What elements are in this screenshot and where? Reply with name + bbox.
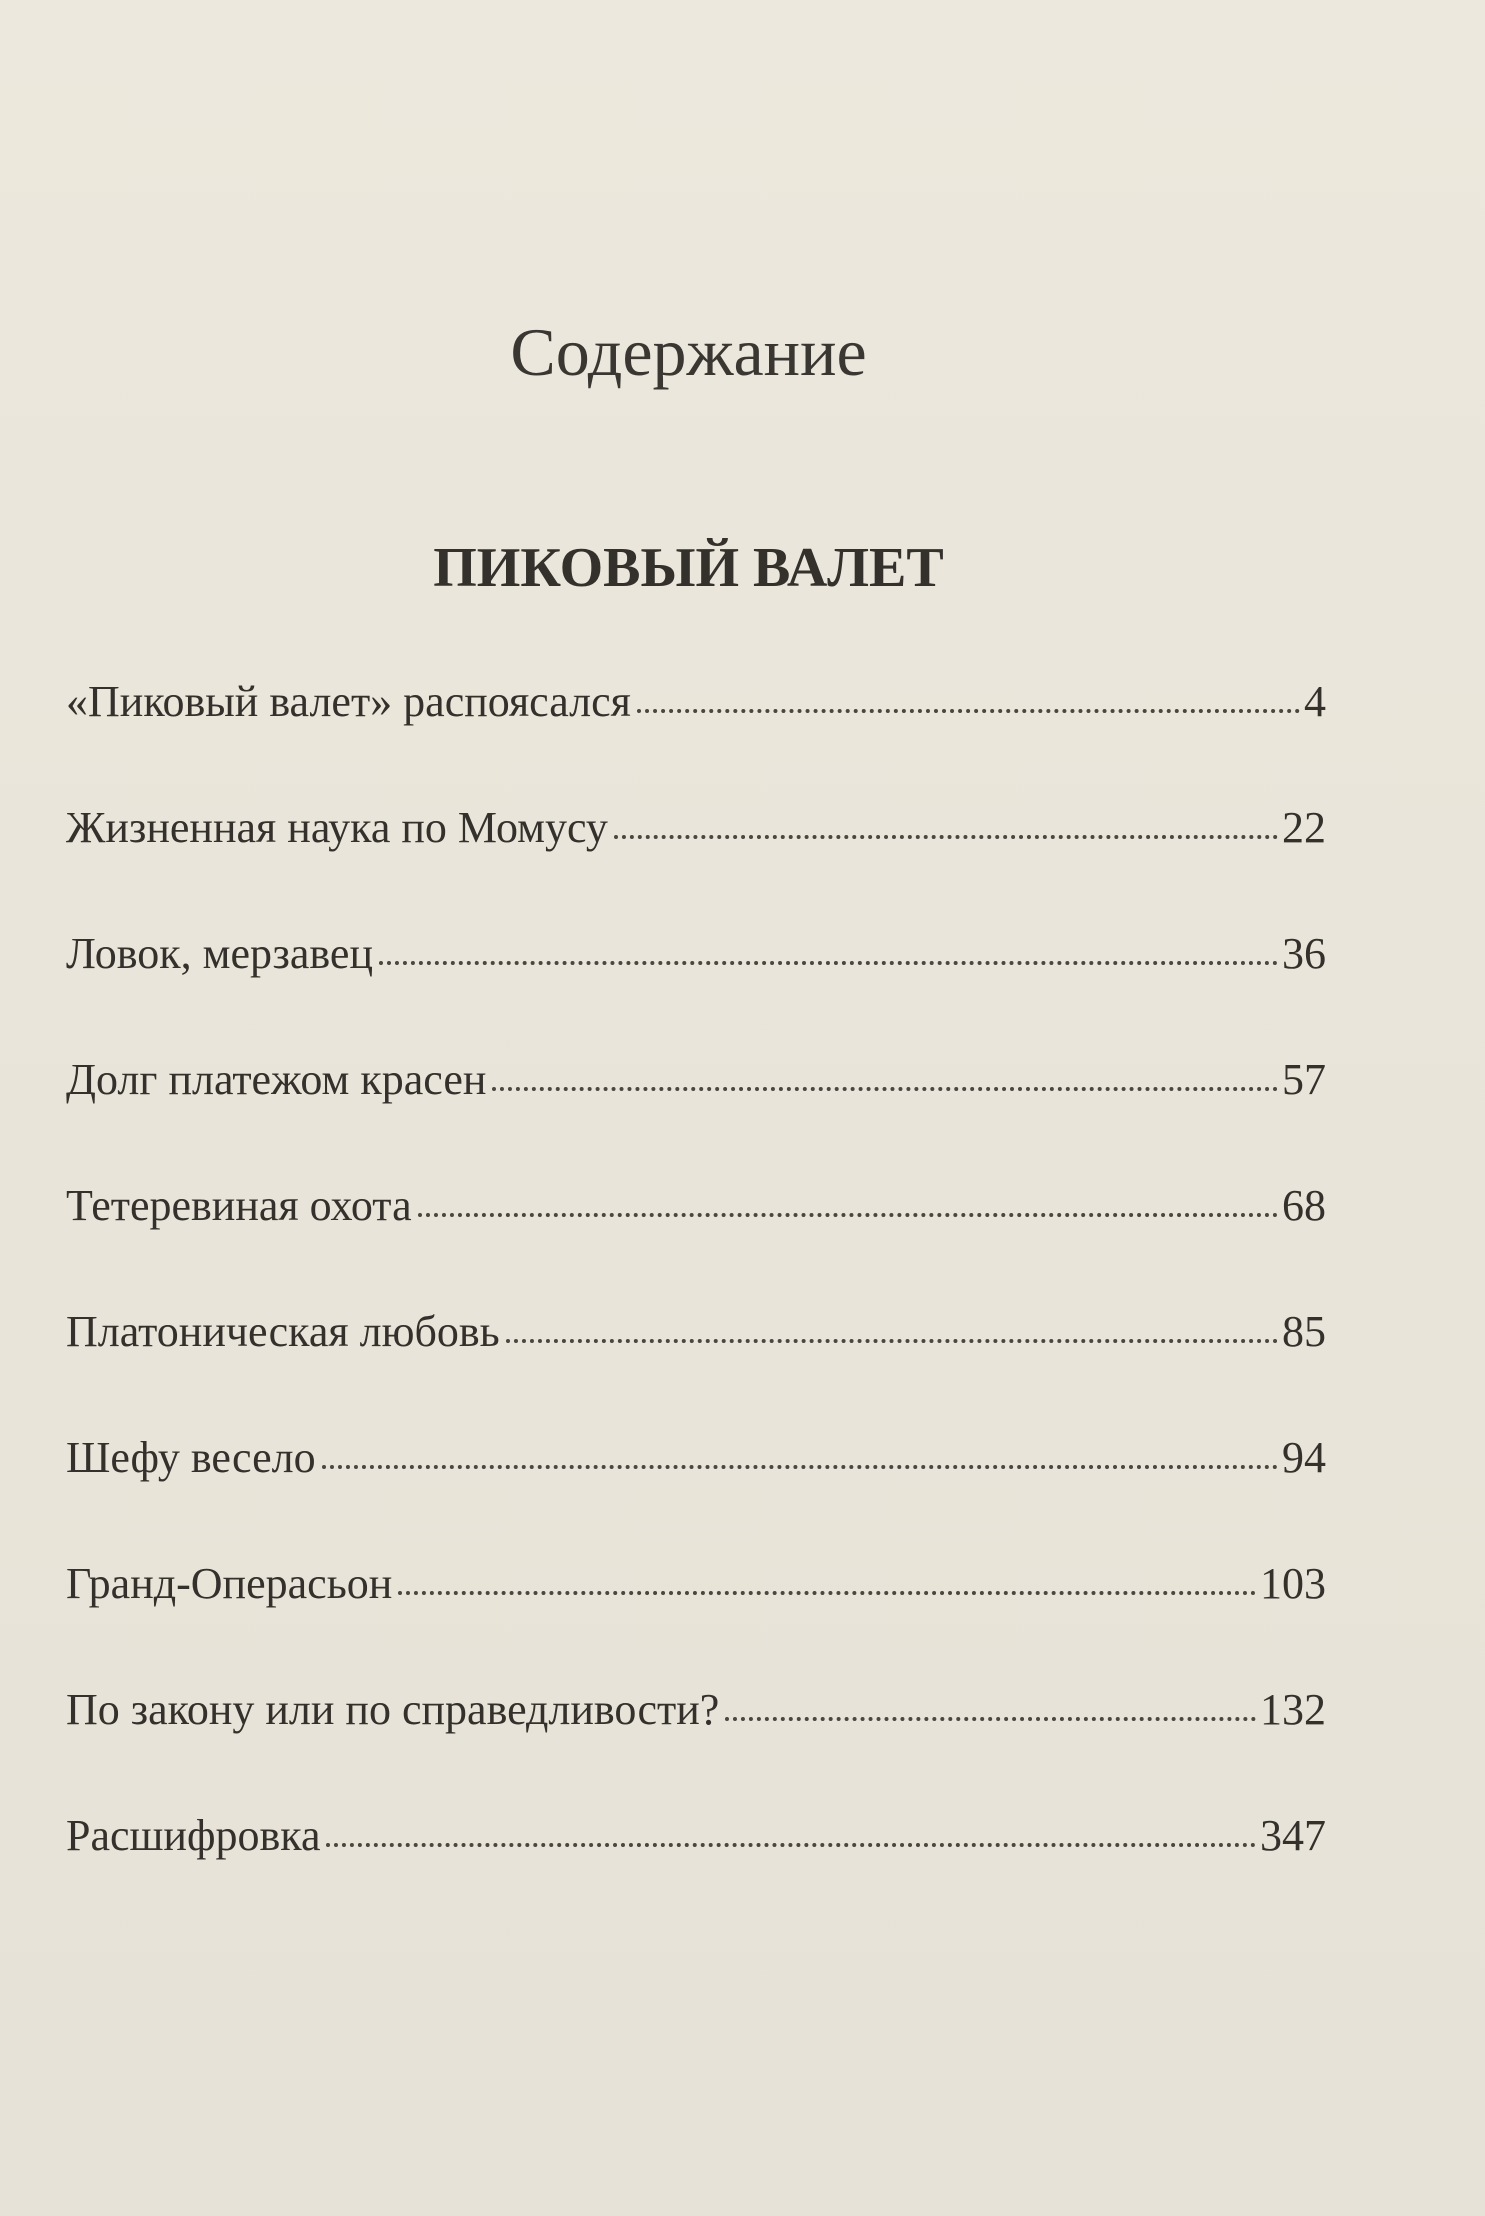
toc-entry[interactable]: [66, 1055, 1326, 1184]
toc-entry[interactable]: [66, 1307, 1326, 1436]
toc-entry-title: Расшифровка: [66, 1811, 321, 1860]
dot-leader: [492, 1087, 1278, 1091]
toc-entry[interactable]: [66, 1685, 1326, 1814]
toc-entry[interactable]: [66, 677, 1326, 806]
toc-entry[interactable]: [66, 1433, 1326, 1562]
toc-entry-page: 132: [1260, 1685, 1326, 1734]
dot-leader: [326, 1843, 1256, 1847]
dot-leader: [418, 1213, 1278, 1217]
toc-entry[interactable]: [66, 1811, 1326, 1940]
toc-entry-page: 4: [1304, 677, 1326, 726]
toc-entry-page: 103: [1260, 1559, 1326, 1608]
toc-entry[interactable]: [66, 803, 1326, 932]
toc-entry-title: Платоническая любовь: [66, 1307, 500, 1356]
toc-entry-page: 68: [1282, 1181, 1326, 1230]
dot-leader: [614, 835, 1278, 839]
dot-leader: [322, 1465, 1278, 1469]
toc-entry[interactable]: [66, 1181, 1326, 1310]
toc-entry-title: Шефу весело: [66, 1433, 316, 1482]
toc-entry-page: 22: [1282, 803, 1326, 852]
toc-entry-title: Жизненная наука по Момусу: [66, 803, 608, 852]
toc-entry-page: 57: [1282, 1055, 1326, 1104]
table-of-contents: [66, 677, 1326, 1940]
toc-entry-page: 85: [1282, 1307, 1326, 1356]
dot-leader: [379, 961, 1278, 965]
dot-leader: [637, 709, 1300, 713]
dot-leader: [398, 1591, 1256, 1595]
toc-entry-title: Тетеревиная охота: [66, 1181, 412, 1230]
toc-entry-title: Ловок, мерзавец: [66, 929, 374, 978]
toc-entry-page: 94: [1282, 1433, 1326, 1482]
toc-entry-title: По закону или по справедливости?: [66, 1685, 720, 1734]
toc-entry-title: «Пиковый валет» распоясался: [66, 677, 631, 726]
toc-entry-title: Долг платежом красен: [66, 1055, 487, 1104]
dot-leader: [506, 1339, 1278, 1343]
section-title: ПИКОВЫЙ ВАЛЕТ: [433, 537, 944, 599]
dot-leader: [725, 1717, 1256, 1721]
toc-entry-page: 36: [1282, 929, 1326, 978]
toc-entry-title: Гранд-Операсьон: [66, 1559, 393, 1608]
toc-entry-page: 347: [1260, 1811, 1326, 1860]
toc-entry[interactable]: [66, 929, 1326, 1058]
toc-entry[interactable]: [66, 1559, 1326, 1688]
page-title: Содержание: [510, 314, 867, 390]
